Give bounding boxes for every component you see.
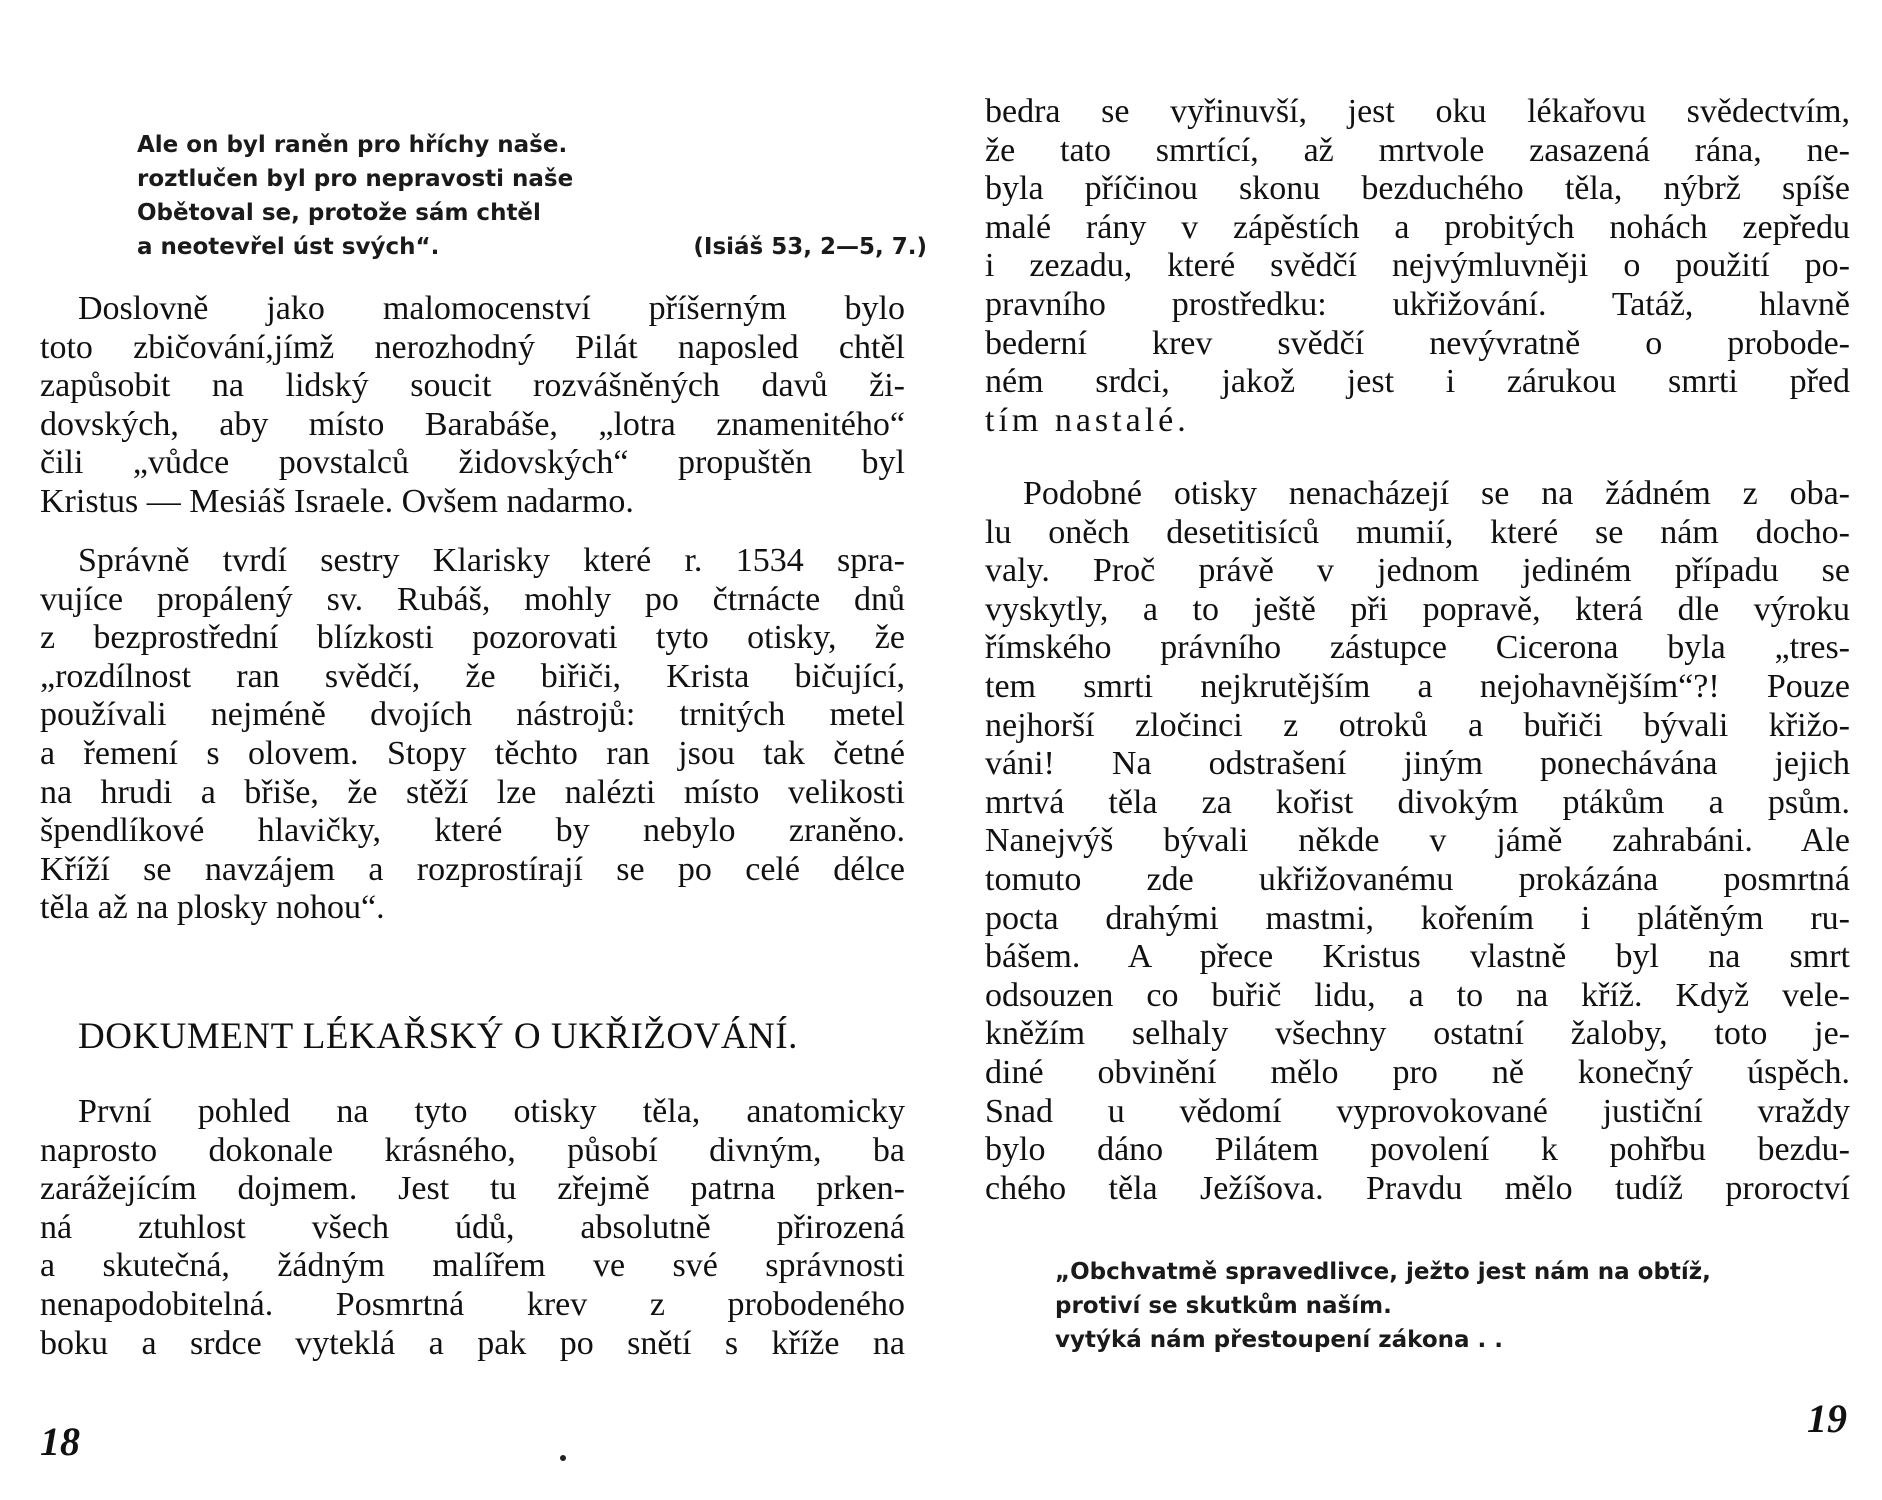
text-line: diné obvinění mělo pro ně konečný úspěch. [985, 1053, 1850, 1091]
text-line: zarážejícím dojmem. Jest tu zřejmě patrna prken- [40, 1170, 905, 1208]
text-line: toto zbičování,jímž nerozhodný Pilát naposled chtěl [40, 328, 905, 366]
text-line: „rozdílnost ran svědčí, že biřiči, Krista bičující, [40, 657, 905, 695]
text-line: boku a srdce vyteklá a pak po snětí s kříže na [40, 1324, 905, 1362]
text-line: čili „vůdce povstalců židovských“ propuštěn byl [40, 444, 905, 482]
epigraph-citation: (Isiáš 53, 2—5, 7.) [693, 234, 927, 260]
text-line: vyskytly, a to ještě při popravě, která dle výroku [985, 590, 1850, 628]
text-line: valy. Proč právě v jednom jediném případu se [985, 552, 1850, 590]
text-line: Snad u vědomí vyprovokované justiční vraždy [985, 1092, 1850, 1130]
text-line: dovských, aby místo Barabáše, „lotra znamenitého“ [40, 405, 905, 443]
epigraph-line: roztlučen byl pro nepravosti naše [137, 166, 574, 192]
text-line: Nanejvýš bývali někde v jámě zahrabáni. Ale [985, 822, 1850, 860]
left-paragraph-3 [40, 1093, 905, 1363]
text-line: a skutečná, žádným malířem ve své správnosti [40, 1247, 905, 1285]
text-line: váni! Na odstrašení jiným ponechávána jejich [985, 745, 1850, 783]
left-page [40, 0, 927, 1500]
epigraph-line: protiví se skutkům naším. [1055, 1293, 1392, 1319]
text-line: naprosto dokonale krásného, působí divným, ba [40, 1131, 905, 1169]
left-epigraph [137, 128, 927, 264]
epigraph-line: a neotevřel úst svých“. [137, 234, 440, 260]
right-paragraph-2 [985, 475, 1850, 1208]
text-line: ná ztuhlost všech údů, absolutně přirozená [40, 1208, 905, 1246]
text-line: římského právního zástupce Cicerona byla „tres- [985, 629, 1850, 667]
text-line: a řemení s olovem. Stopy těchto ran jsou tak četné [40, 734, 905, 772]
text-line: Kristus — Mesiáš Israele. Ovšem nadarmo. [40, 482, 634, 520]
text-line: mrtvá těla za kořist divokým ptákům a psům. [985, 783, 1850, 821]
text-line: ném srdci, jakož jest i zárukou smrti před [985, 363, 1850, 401]
text-line: i zezadu, které svědčí nejvýmluvněji o použití po- [985, 247, 1850, 285]
text-line: Podobné otisky nenacházejí se na žádném z oba- [1023, 475, 1850, 512]
text-line: bederní krev svědčí nevývratně o probode- [985, 324, 1850, 362]
page-number-left: 18 [40, 1419, 80, 1464]
text-line: že tato smrtící, až mrtvole zasazená rána, ne- [985, 131, 1850, 169]
page-number-right: 19 [1807, 1396, 1847, 1441]
left-paragraph-2 [40, 542, 905, 928]
epigraph-line: vytýká nám přestoupení zákona . . [1055, 1327, 1504, 1353]
right-paragraph-1 [985, 93, 1850, 440]
text-line: Doslovně jako malomocenství příšerným bylo [78, 290, 905, 327]
text-line: pocta drahými mastmi, kořením i plátěným ru- [985, 899, 1850, 937]
text-line: z bezprostřední blízkosti pozorovati tyto otisky, že [40, 619, 905, 657]
text-line: používali nejméně dvojích nástrojů: trnitých metel [40, 696, 905, 734]
text-line: tem smrti nejkrutějším a nejohavnějším“?! Pouze [985, 667, 1850, 705]
text-line: špendlíkové hlavičky, které by nebylo zraněno. [40, 812, 905, 850]
text-line: vujíce propálený sv. Rubáš, mohly po čtrnácte dnů [40, 580, 905, 618]
text-line: na hrudi a břiše, že stěží lze nalézti místo velikosti [40, 773, 905, 811]
epigraph-line: „Obchvatmě spravedlivce, ježto jest nám na obtíž, [1055, 1259, 1711, 1285]
text-line: chého těla Ježíšova. Pravdu mělo tudíž proroctví [985, 1169, 1850, 1207]
gutter-mark [560, 1455, 566, 1461]
text-line: pravního prostředku: ukřižování. Tatáž, hlavně [985, 285, 1850, 323]
text-line: odsouzen co buřič lidu, a to na kříž. Když vele- [985, 976, 1850, 1014]
text-line: tím nastalé. [985, 401, 1190, 439]
text-line: nejhorší zločinci z otroků a buřiči bývali křižo- [985, 706, 1850, 744]
text-line: Kříží se navzájem a rozprostírají se po celé délce [40, 850, 905, 888]
epigraph-line: Obětoval se, protože sám chtěl [137, 200, 541, 226]
text-line: těla až na plosky nohou“. [40, 889, 385, 927]
text-line: lu oněch desetitisíců mumií, které se nám docho- [985, 513, 1850, 551]
text-line: byla příčinou skonu bezduchého těla, nýbrž spíše [985, 170, 1850, 208]
epigraph-line: Ale on byl raněn pro hříchy naše. [137, 132, 568, 158]
right-epigraph [1055, 1255, 1845, 1357]
section-heading: DOKUMENT LÉKAŘSKÝ O UKŘIŽOVÁNÍ. [78, 1016, 798, 1057]
text-line: zapůsobit na lidský soucit rozvášněných davů ži- [40, 367, 905, 405]
left-paragraph-1 [40, 290, 905, 522]
text-line: bylo dáno Pilátem povolení k pohřbu bezdu- [985, 1131, 1850, 1169]
text-line: Správně tvrdí sestry Klarisky které r. 1534 spra- [78, 542, 905, 579]
text-line: tomuto zde ukřižovanému prokázána posmrtná [985, 860, 1850, 898]
text-line: První pohled na tyto otisky těla, anatomicky [78, 1093, 905, 1130]
text-line: bášem. A přece Kristus vlastně byl na smrt [985, 938, 1850, 976]
right-page [985, 0, 1855, 1500]
text-line: kněžím selhaly všechny ostatní žaloby, toto je- [985, 1015, 1850, 1053]
text-line: nenapodobitelná. Posmrtná krev z probodeného [40, 1285, 905, 1323]
text-line: malé rány v zápěstích a probitých nohách zepředu [985, 208, 1850, 246]
text-line: bedra se vyřinuvší, jest oku lékařovu svědectvím, [985, 93, 1850, 130]
